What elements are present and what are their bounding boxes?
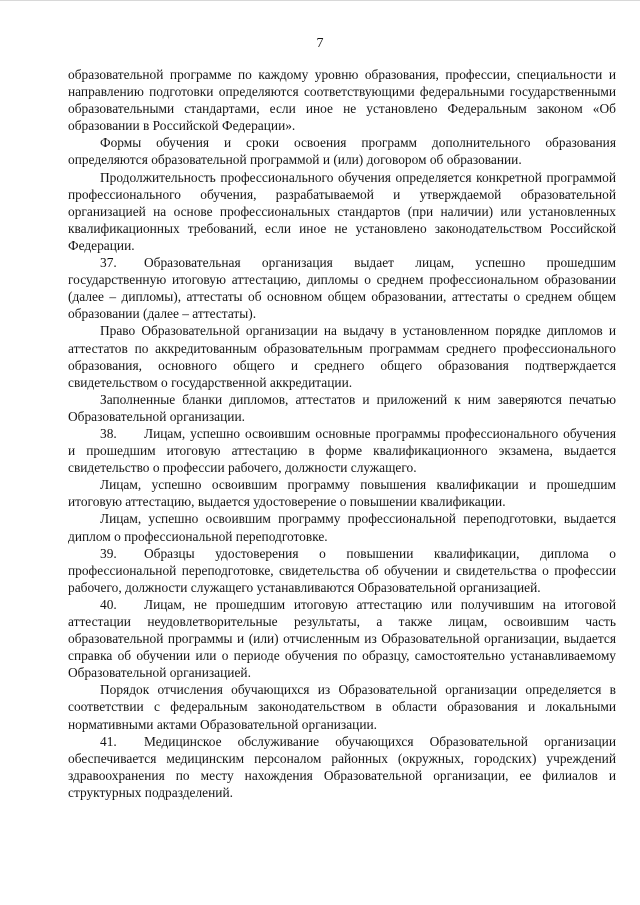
paragraph (68, 322, 616, 390)
paragraph (68, 681, 616, 732)
document-body (68, 66, 616, 801)
paragraph-text: Образцы удостоверения о повышении квалификации, диплома о профессиональной переподготовке, свидетельства об обучении и свидетельства о профессии рабочего, должности служащего устанавливаются Образовательной организацией. (68, 545, 616, 595)
paragraph-text: образовательной программе по каждому уровню образования, профессии, специальности и направлению подготовки определяются соответствующими федеральными государственными образовательными стандартами, если иное не установлено Федеральным законом «Об образовании в Российской Федерации». (68, 67, 616, 134)
paragraph-text: Лицам, не прошедшим итоговую аттестацию или получившим на итоговой аттестации неудовлетворительные результаты, а также лицам, освоившим часть образовательной программы и (или) отчисленным из Образовательной организации, выдается справка об обучении или о периоде обучения по образцу, самостоятельно устанавливаемому Образовательной организацией. (68, 596, 616, 681)
paragraph-text: Образовательная организация выдает лицам, успешно прошедшим государственную итоговую аттестацию, дипломы о среднем профессиональном образовании (далее – дипломы), аттестаты об основном общем образовании, аттестаты о среднем общем образовании (далее – аттестаты). (68, 255, 616, 322)
paragraph-text: Продолжительность профессионального обучения определяется конкретной программой профессионального обучения, разрабатываемой и утверждаемой образовательной организацией на основе профессиональных стандартов (при наличии) или установленных квалификационных требований, если иное не установлено законодательством Российской Федерации. (68, 169, 616, 253)
clause-number: 41. (100, 733, 117, 749)
paragraph-text: Заполненные бланки дипломов, аттестатов и приложений к ним заверяются печатью Образовательной организации. (68, 391, 616, 424)
paragraph (68, 476, 616, 510)
paragraph (68, 510, 616, 544)
paragraph-text: Порядок отчисления обучающихся из Образовательной организации определяется в соответствии с федеральным законодательством в области образования и локальными нормативными актами Образовательной организации. (68, 682, 616, 732)
paragraph-text: Право Образовательной организации на выдачу в установленном порядке дипломов и аттестатов по аккредитованным образовательным программам среднего профессионального образования, основного общего и среднего общего образования подтверждается свидетельством о государственной аккредитации. (68, 323, 616, 390)
paragraph-text: Лицам, успешно освоившим программу повышения квалификации и прошедшим итоговую аттестацию, выдается удостоверение о повышении квалификации. (68, 477, 616, 510)
paragraph (68, 733, 616, 801)
clause-number: 40. (100, 596, 117, 612)
paragraph-text: Лицам, успешно освоившим программу профессиональной переподготовки, выдается диплом о профессиональной переподготовке. (68, 511, 616, 544)
page-number: 7 (316, 36, 324, 51)
paragraph-text: Медицинское обслуживание обучающихся Образовательной организации обеспечивается медицинским персоналом районных (окружных, городских) учреждений здравоохранения по месту нахождения Образовательной организации, ее филиалов и структурных подразделений. (68, 733, 616, 800)
paragraph (68, 134, 616, 168)
paragraph-text: Формы обучения и сроки освоения программ дополнительного образования определяются образовательной программой и (или) договором об образовании. (68, 135, 616, 168)
paragraph (68, 596, 616, 681)
paragraph (68, 391, 616, 425)
page-edge (0, 0, 640, 1)
paragraph (68, 66, 616, 134)
paragraph (68, 425, 616, 476)
paragraph (68, 254, 616, 322)
paragraph (68, 169, 616, 254)
paragraph-text: Лицам, успешно освоившим основные программы профессионального обучения и прошедшим итоговую аттестацию в форме квалификационного экзамена, выдается свидетельство о профессии рабочего, должности служащего. (68, 425, 616, 476)
clause-number: 38. (100, 425, 117, 441)
clause-number: 39. (100, 545, 117, 561)
paragraph (68, 545, 616, 596)
clause-number: 37. (100, 255, 117, 271)
